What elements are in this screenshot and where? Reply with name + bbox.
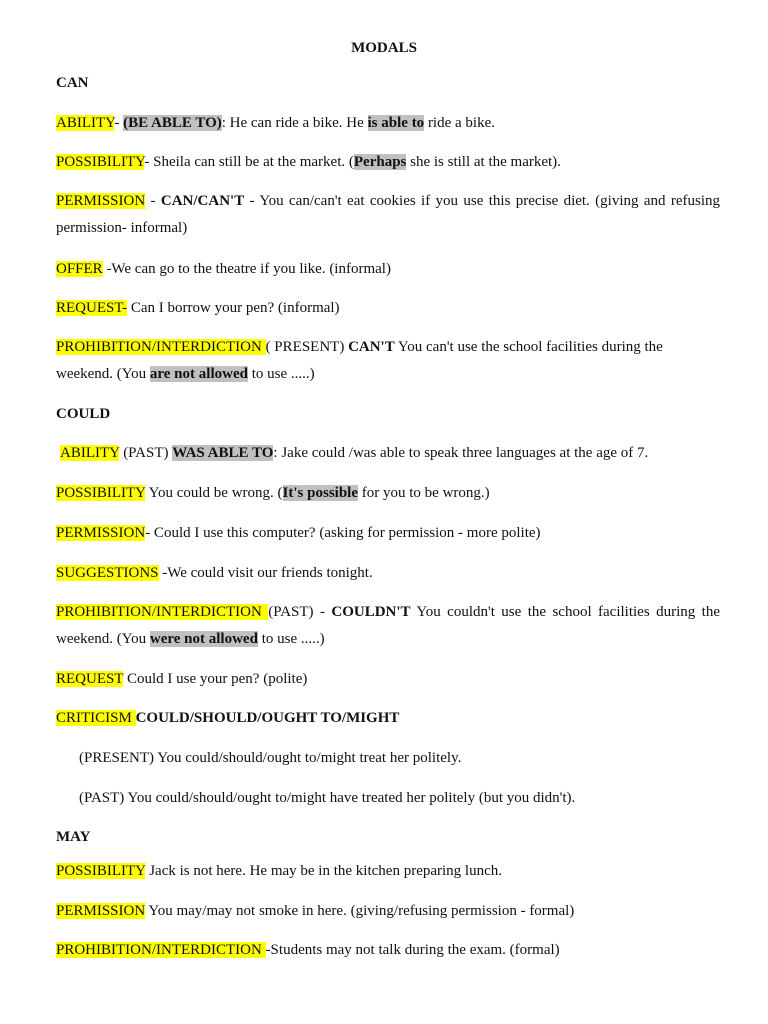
could-possibility-line: POSSIBILITY You could be wrong. (It's possible for you to be wrong.) (56, 485, 490, 501)
highlight-perhaps: Perhaps (353, 154, 407, 170)
tag-ability: ABILITY (56, 115, 115, 131)
can-prohibition-paragraph: PROHIBITION/INTERDICTION ( PRESENT) CAN'T You can't use the school facilities during the weekend. (You are not allowed to use .....) (56, 339, 663, 382)
tag-possibility: POSSIBILITY (56, 154, 145, 170)
may-possibility-line: POSSIBILITY Jack is not here. He may be in the kitchen preparing lunch. (56, 863, 503, 879)
may-prohibition-line: PROHIBITION/INTERDICTION -Students may not talk during the exam. (formal) (56, 942, 560, 958)
page-title: MODALS (351, 40, 417, 56)
tag-possibility: POSSIBILITY (56, 485, 146, 501)
highlight-its-possible: It's possible (282, 485, 358, 501)
could-criticism-line: CRITICISM COULD/SHOULD/OUGHT TO/MIGHT (56, 710, 400, 726)
tag-offer: OFFER (56, 261, 103, 277)
section-heading-may: MAY (56, 829, 91, 845)
can-possibility-line: POSSIBILITY- Sheila can still be at the market. (Perhaps she is still at the market). (56, 154, 561, 170)
could-prohibition-paragraph: PROHIBITION/INTERDICTION (PAST) - COULDN'T You couldn't use the school facilities during the weekend. (You were not allowed to use .....) (56, 604, 720, 647)
highlight-are-not-allowed: are not allowed (149, 366, 248, 382)
criticism-past-example: (PAST) You could/should/ought to/might have treated her politely (but you didn't). (79, 790, 576, 806)
tag-permission: PERMISSION (56, 193, 146, 209)
can-permission-paragraph: PERMISSION - CAN/CAN'T - You can/can't eat cookies if you use this precise diet. (giving and refusing permission- informal) (56, 193, 720, 236)
criticism-present-example: (PRESENT) You could/should/ought to/might treat her politely. (79, 750, 462, 766)
can-ability-line: ABILITY- (BE ABLE TO): He can ride a bike. He is able to ride a bike. (56, 115, 495, 131)
tag-request: REQUEST (56, 671, 124, 687)
could-suggestions-line: SUGGESTIONS -We could visit our friends tonight. (56, 565, 373, 581)
section-heading-could: COULD (56, 406, 111, 422)
could-permission-line: PERMISSION- Could I use this computer? (asking for permission - more polite) (56, 525, 541, 541)
tag-criticism: CRITICISM (56, 710, 136, 726)
tag-prohibition: PROHIBITION/INTERDICTION (56, 604, 269, 620)
tag-request: REQUEST- (56, 300, 128, 316)
highlight-were-not-allowed: were not allowed (149, 631, 258, 647)
can-offer-line: OFFER -We can go to the theatre if you like. (informal) (56, 261, 391, 277)
highlight-was-able-to: WAS ABLE TO (172, 445, 274, 461)
tag-possibility: POSSIBILITY (56, 863, 146, 879)
could-ability-line: ABILITY (PAST) WAS ABLE TO: Jake could /was able to speak three languages at the age of 7. (60, 445, 649, 461)
tag-permission: PERMISSION (56, 525, 146, 541)
may-permission-line: PERMISSION You may/may not smoke in here. (giving/refusing permission - formal) (56, 903, 575, 919)
tag-prohibition: PROHIBITION/INTERDICTION (56, 339, 266, 355)
tag-prohibition: PROHIBITION/INTERDICTION (56, 942, 266, 958)
tag-ability: ABILITY (60, 445, 120, 461)
tag-permission: PERMISSION (56, 903, 146, 919)
could-request-line: REQUEST Could I use your pen? (polite) (56, 671, 308, 687)
highlight-be-able-to: (BE ABLE TO) (123, 115, 222, 131)
section-heading-can: CAN (56, 75, 89, 91)
tag-suggestions: SUGGESTIONS (56, 565, 159, 581)
highlight-is-able-to: is able to (367, 115, 425, 131)
can-request-line: REQUEST- Can I borrow your pen? (informal) (56, 300, 340, 316)
